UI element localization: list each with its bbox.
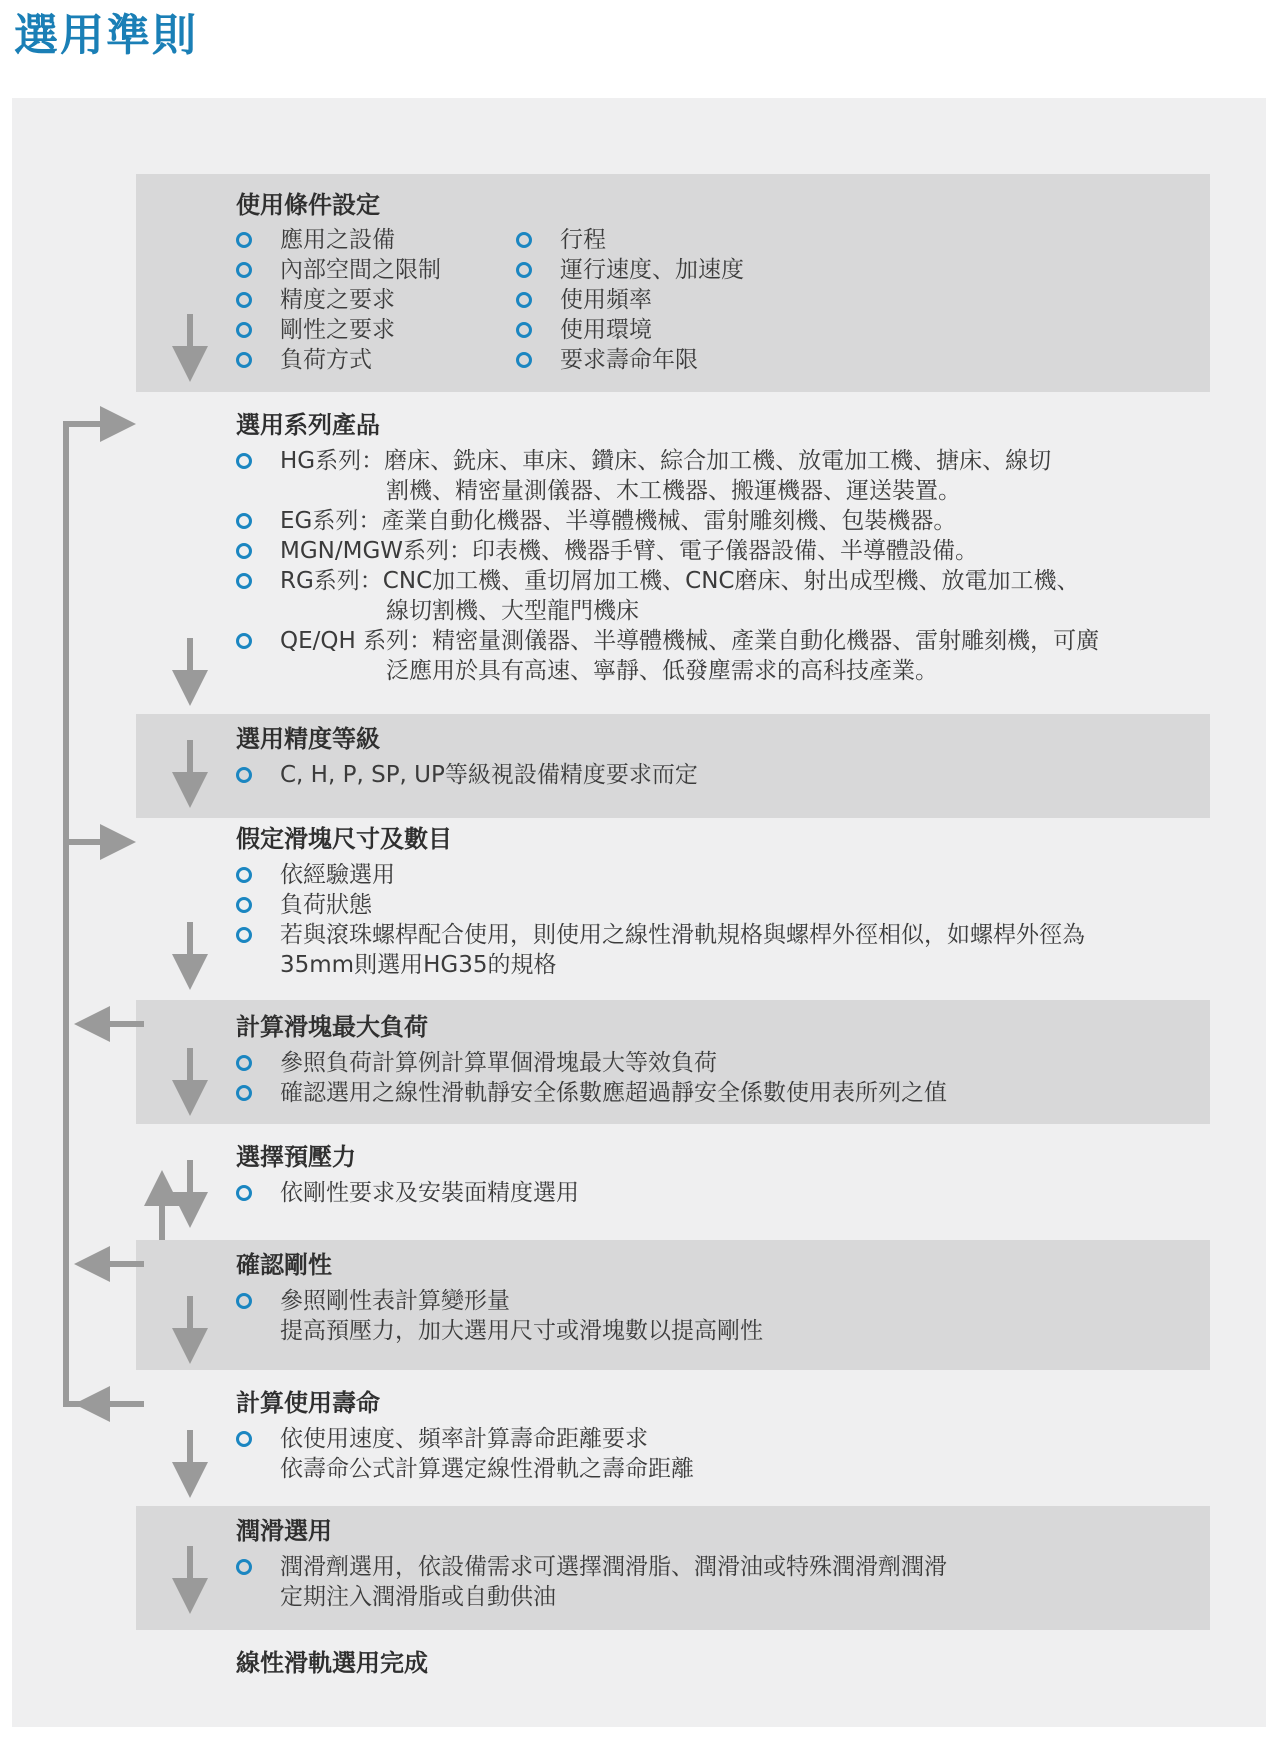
list-item: 要求壽命年限: [516, 345, 744, 375]
list-item: C, H, P, SP, UP等級視設備精度要求而定: [236, 760, 1210, 790]
step-title: 線性滑軌選用完成: [236, 1649, 428, 1677]
list-item: 剛性之要求: [236, 315, 441, 345]
list-item: QE/QH 系列：精密量測儀器、半導體機械、產業自動化機器、雷射雕刻機，可廣: [236, 626, 1210, 656]
list-item: 依經驗選用: [236, 860, 1210, 890]
list-item: 運行速度、加速度: [516, 255, 744, 285]
list-item-continuation: 提高預壓力，加大選用尺寸或滑塊數以提高剛性: [280, 1318, 763, 1344]
list-item: 確認選用之線性滑軌靜安全係數應超過靜安全係數使用表所列之值: [236, 1078, 1210, 1108]
list-item-continuation: 泛應用於具有高速、寧靜、低發塵需求的高科技產業。: [386, 658, 938, 684]
list-item: 若與滾珠螺桿配合使用，則使用之線性滑軌規格與螺桿外徑相似，如螺桿外徑為: [236, 920, 1210, 950]
step-title: 選用系列產品: [236, 411, 380, 439]
step-title: 計算使用壽命: [236, 1389, 380, 1417]
page-title: 選用準則: [14, 10, 198, 61]
list-item: 依剛性要求及安裝面精度選用: [236, 1178, 1210, 1208]
list-item: HG系列：磨床、銑床、車床、鑽床、綜合加工機、放電加工機、搪床、線切: [236, 446, 1210, 476]
step-title: 假定滑塊尺寸及數目: [236, 825, 452, 853]
step-title: 潤滑選用: [236, 1517, 332, 1545]
list-item: 負荷狀態: [236, 890, 1210, 920]
list-item: 負荷方式: [236, 345, 441, 375]
list-item-continuation: 定期注入潤滑脂或自動供油: [280, 1584, 556, 1610]
list-item: 參照剛性表計算變形量: [236, 1286, 1210, 1316]
list-item: RG系列：CNC加工機、重切屑加工機、CNC磨床、射出成型機、放電加工機、: [236, 566, 1210, 596]
step-title: 計算滑塊最大負荷: [236, 1013, 428, 1041]
list-item: 潤滑劑選用，依設備需求可選擇潤滑脂、潤滑油或特殊潤滑劑潤滑: [236, 1552, 1210, 1582]
list-item: 精度之要求: [236, 285, 441, 315]
list-item: 應用之設備: [236, 225, 441, 255]
step-title: 選用精度等級: [236, 725, 380, 753]
list-item-continuation: 線切割機、大型龍門機床: [386, 598, 639, 624]
list-item: 行程: [516, 225, 744, 255]
list-item: 依使用速度、頻率計算壽命距離要求: [236, 1424, 1210, 1454]
list-item-continuation: 35mm則選用HG35的規格: [280, 952, 557, 978]
list-item: MGN/MGW系列：印表機、機器手臂、電子儀器設備、半導體設備。: [236, 536, 1210, 566]
list-item: 使用頻率: [516, 285, 744, 315]
list-item: EG系列：產業自動化機器、半導體機械、雷射雕刻機、包裝機器。: [236, 506, 1210, 536]
step-title: 確認剛性: [236, 1251, 332, 1279]
list-item-continuation: 割機、精密量測儀器、木工機器、搬運機器、運送裝置。: [386, 478, 961, 504]
list-item-continuation: 依壽命公式計算選定線性滑軌之壽命距離: [280, 1456, 694, 1482]
step-title: 選擇預壓力: [236, 1143, 356, 1171]
step-title: 使用條件設定: [236, 191, 380, 219]
list-item: 使用環境: [516, 315, 744, 345]
list-item: 參照負荷計算例計算單個滑塊最大等效負荷: [236, 1048, 1210, 1078]
feedback-line: [66, 424, 144, 1404]
list-item: 內部空間之限制: [236, 255, 441, 285]
